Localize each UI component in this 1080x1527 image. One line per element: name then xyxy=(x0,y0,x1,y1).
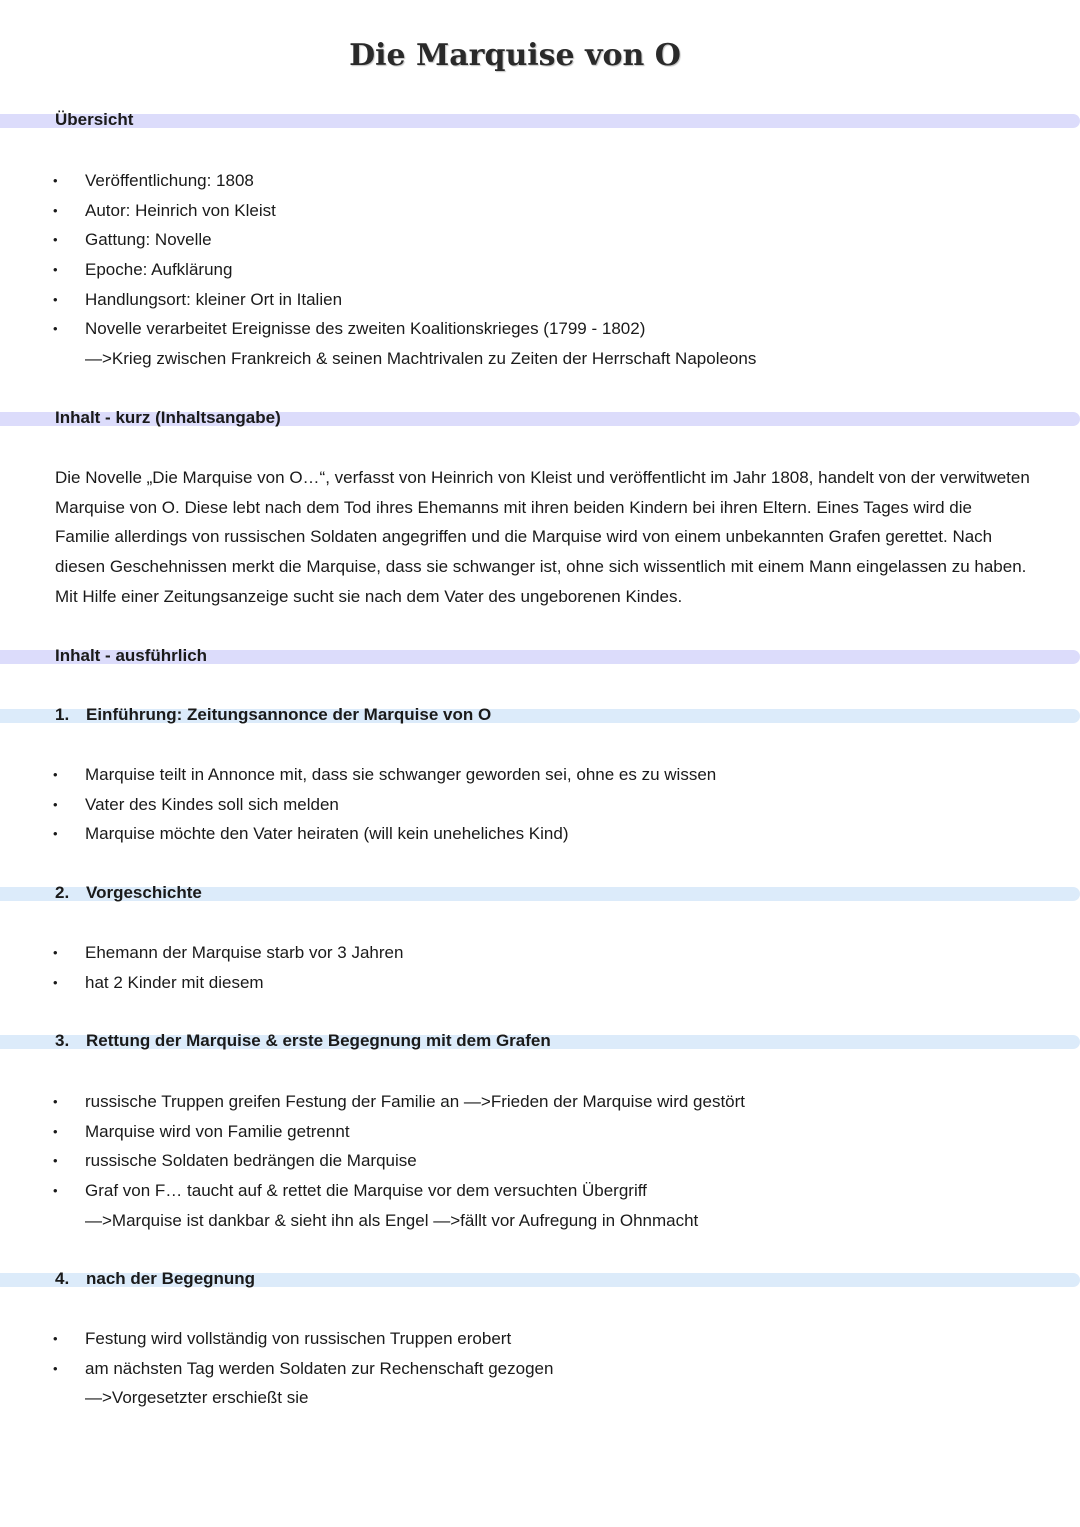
bullet-icon: • xyxy=(53,1094,58,1109)
subsection-title: Vorgeschichte xyxy=(86,883,202,902)
list-item xyxy=(0,196,1080,226)
list-item-text: Epoche: Aufklärung xyxy=(85,260,233,280)
list-continuation: —>Marquise ist dankbar & sieht ihn als Engel —>fällt vor Aufregung in Ohnmacht xyxy=(85,1210,699,1230)
bullet-icon: • xyxy=(53,974,58,990)
subsection-number: 4. xyxy=(55,1269,70,1288)
subsection-number: 3. xyxy=(55,1031,70,1050)
list-item xyxy=(0,790,1080,820)
list-item xyxy=(0,968,1080,998)
subsection-2-list xyxy=(0,938,1080,997)
list-item xyxy=(0,1354,1080,1384)
list-item xyxy=(0,285,1080,315)
bullet-icon: • xyxy=(53,291,58,307)
list-item-text: Gattung: Novelle xyxy=(85,230,212,250)
subsection-header-3 xyxy=(0,1027,1080,1057)
subsection-heading xyxy=(55,1269,255,1289)
bullet-icon: • xyxy=(53,1123,58,1139)
list-item xyxy=(0,225,1080,255)
list-continuation: —>Vorgesetzter erschießt sie xyxy=(85,1388,309,1408)
list-item-text: Vater des Kindes soll sich melden xyxy=(85,794,339,814)
list-item-text: Festung wird vollständig von russischen Truppen erobert xyxy=(85,1329,512,1348)
list-item xyxy=(0,819,1080,849)
subsection-1-list xyxy=(0,760,1080,849)
list-item-text: Graf von F… taucht auf & rettet die Marquise vor dem versuchten Übergriff xyxy=(85,1181,647,1201)
list-item xyxy=(0,938,1080,968)
list-item xyxy=(0,1146,1080,1176)
section-heading: Inhalt - ausführlich xyxy=(55,646,208,665)
list-item-text: Marquise wird von Familie getrennt xyxy=(85,1121,350,1141)
list-item-text: russische Soldaten bedrängen die Marquise xyxy=(85,1151,417,1171)
list-item xyxy=(0,1176,1080,1206)
list-item xyxy=(0,255,1080,285)
list-item-text: Handlungsort: kleiner Ort in Italien xyxy=(85,289,343,309)
list-item-text: Autor: Heinrich von Kleist xyxy=(85,200,276,220)
bullet-icon: • xyxy=(53,1331,58,1346)
subsection-header-4 xyxy=(0,1265,1080,1295)
list-item xyxy=(0,1324,1080,1354)
bullet-icon: • xyxy=(53,1153,58,1169)
subsection-heading xyxy=(55,1031,551,1051)
bullet-icon: • xyxy=(53,232,58,248)
bullet-icon: • xyxy=(53,1183,58,1199)
section-header-short-summary xyxy=(0,404,1080,434)
subsection-number: 2. xyxy=(55,883,70,902)
bullet-icon: • xyxy=(53,202,58,218)
subsection-heading xyxy=(55,883,202,903)
document-title: Die Marquise von O xyxy=(349,38,681,73)
list-item-text: Novelle verarbeitet Ereignisse des zweiten Koalitionskrieges (1799 - 1802) xyxy=(85,319,646,339)
overview-list xyxy=(0,166,1080,374)
highlight-bar xyxy=(0,114,1080,128)
subsection-3-list xyxy=(0,1087,1080,1235)
bullet-icon: • xyxy=(53,321,58,337)
subsection-title: Einführung: Zeitungsannonce der Marquise von O xyxy=(86,705,492,724)
bullet-icon: • xyxy=(53,173,58,188)
list-item xyxy=(0,1087,1080,1117)
subsection-header-1 xyxy=(0,701,1080,731)
bullet-icon: • xyxy=(53,1360,58,1376)
section-heading: Inhalt - kurz (Inhaltsangabe) xyxy=(55,408,281,427)
section-header-detailed xyxy=(0,642,1080,672)
bullet-icon: • xyxy=(53,796,58,812)
bullet-icon: • xyxy=(53,826,58,842)
list-item-text: Veröffentlichung: 1808 xyxy=(85,171,254,190)
list-item-text: Marquise teilt in Annonce mit, dass sie schwanger geworden sei, ohne es zu wissen xyxy=(85,765,717,784)
list-item xyxy=(0,1117,1080,1147)
list-item xyxy=(0,314,1080,344)
subsection-header-2 xyxy=(0,879,1080,909)
section-header-overview xyxy=(0,106,1080,136)
list-continuation: —>Krieg zwischen Frankreich & seinen Machtrivalen zu Zeiten der Herrschaft Napoleons xyxy=(85,349,757,369)
subsection-title: nach der Begegnung xyxy=(86,1269,256,1288)
bullet-icon: • xyxy=(53,767,58,782)
bullet-icon: • xyxy=(53,945,58,960)
section-heading: Übersicht xyxy=(55,110,134,129)
subsection-title: Rettung der Marquise & erste Begegnung mit dem Grafen xyxy=(86,1031,551,1050)
list-item-text: hat 2 Kinder mit diesem xyxy=(85,972,264,992)
list-item xyxy=(0,166,1080,196)
list-item-text: Marquise möchte den Vater heiraten (will kein uneheliches Kind) xyxy=(85,824,569,844)
subsection-4-list xyxy=(0,1324,1080,1413)
list-item xyxy=(0,760,1080,790)
list-item-text: am nächsten Tag werden Soldaten zur Rechenschaft gezogen xyxy=(85,1358,554,1378)
list-item-text: Ehemann der Marquise starb vor 3 Jahren xyxy=(85,943,404,962)
subsection-number: 1. xyxy=(55,705,70,724)
list-item-text: russische Truppen greifen Festung der Familie an —>Frieden der Marquise wird gestört xyxy=(85,1092,746,1111)
bullet-icon: • xyxy=(53,262,58,278)
summary-paragraph: Die Novelle „Die Marquise von O…“, verfasst von Heinrich von Kleist und veröffentlicht im Jahr 1808, handelt von der verwitweten Marquise von O. Diese lebt nach dem Tod ihres Ehemanns mit ihren beiden Kindern bei ihren Eltern. Eines Tages wird die Familie allerdings von russischen Soldaten angegriffen und die Marquise wird von einem unbekannten Grafen gerettet. Nach diesen Geschehnissen merkt die Marquise, dass sie schwanger ist, ohne sich wissentlich mit einem Mann eingelassen zu haben. Mit Hilfe einer Zeitungsanzeige sucht sie nach dem Vater des ungeborenen Kindes. xyxy=(55,468,1030,606)
subsection-heading xyxy=(55,705,491,725)
